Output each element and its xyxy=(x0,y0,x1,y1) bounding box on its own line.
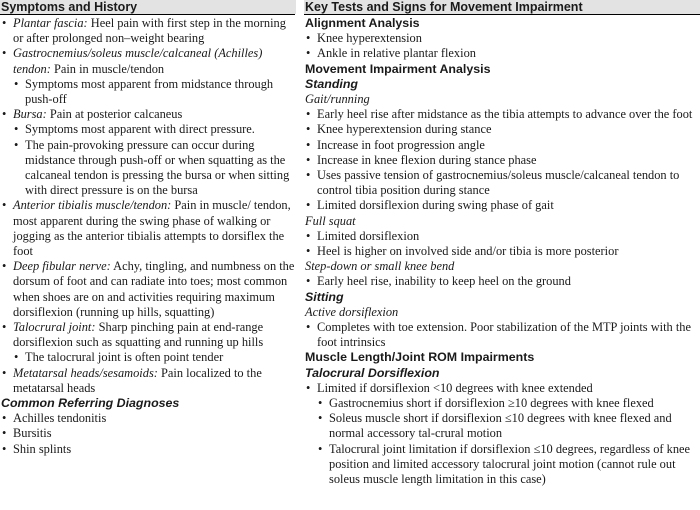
alignment-list xyxy=(305,31,700,61)
squat-item: • Limited dorsiflexion xyxy=(305,229,700,244)
gait-item: • Knee hyperextension during stance xyxy=(305,122,700,137)
referring-diagnosis: • Shin splints xyxy=(1,442,295,457)
talocrural-subitem: • Talocrural joint limitation if dorsiflexion ≤10 degrees, regardless of knee position and limited accessory talocrural joint motion (cannot rule out soleus muscle length limitation in this case) xyxy=(317,442,700,488)
active-dorsiflexion-subheading: Active dorsiflexion xyxy=(305,304,399,319)
symptom-item: • Anterior tibialis muscle/tendon: Pain in muscle/ tendon, most apparent during the swing phase of walking or jogging as the anterior tibialis attempts to dorsiflex the foot xyxy=(1,198,295,259)
gait-item: • Increase in foot progression angle xyxy=(305,138,700,153)
symptom-item: • Metatarsal heads/sesamoids: Pain localized to the metatarsal heads xyxy=(1,366,295,396)
squat-subheading: Full squat xyxy=(305,213,356,228)
alignment-item: • Ankle in relative plantar flexion xyxy=(305,46,700,61)
referring-diagnoses-list xyxy=(1,411,295,457)
active-dorsiflexion-item: • Completes with toe extension. Poor stabilization of the MTP joints with the foot intrinsics xyxy=(305,320,700,350)
symptom-subitem: • The pain-provoking pressure can occur during midstance through push-off or when squatting as the calcaneal tendon is pressing the bursa or when sitting with direct pressure is on the bursa xyxy=(13,138,295,199)
gait-item: • Limited dorsiflexion during swing phase of gait xyxy=(305,198,700,213)
right-column-header: Key Tests and Signs for Movement Impairment xyxy=(304,0,700,14)
symptom-item: • Plantar fascia: Heel pain with first step in the morning or after prolonged non–weight bearing xyxy=(1,16,295,46)
squat-item: • Heel is higher on involved side and/or tibia is more posterior xyxy=(305,244,700,259)
symptom-item: • Talocrural joint: Sharp pinching pain at end-range dorsiflexion such as squatting and running up hills • The talocrural joint is often point tender xyxy=(1,320,295,366)
symptom-subitem: • Symptoms most apparent from midstance through push-off xyxy=(13,77,295,107)
stepdown-item: • Early heel rise, inability to keep heel on the ground xyxy=(305,274,700,289)
stepdown-list xyxy=(305,274,700,289)
gait-item: • Uses passive tension of gastrocnemius/soleus muscle/calcaneal tendon to control tibia position during stance xyxy=(305,168,700,198)
active-dorsiflexion-list xyxy=(305,320,700,350)
squat-list xyxy=(305,229,700,259)
left-column-header: Symptoms and History xyxy=(0,0,296,14)
muscle-length-heading: Muscle Length/Joint ROM Impairments xyxy=(305,350,535,365)
talocrural-list xyxy=(305,381,700,487)
talocrural-item: • Limited if dorsiflexion <10 degrees with knee extended • Gastrocnemius short if dorsiflexion ≥10 degrees with knee flexed • Soleus muscle short if dorsiflexion ≤10 degrees with knee flexed and normal accessory tal-crural motion • Talocrural joint limitation if dorsiflexion ≤10 degrees, regardless of knee position and limited accessory talocrural joint motion (cannot rule out soleus muscle length limitation in this case) xyxy=(305,381,700,487)
referring-diagnosis: • Achilles tendonitis xyxy=(1,411,295,426)
symptom-item: • Deep fibular nerve: Achy, tingling, and numbness on the dorsum of foot and can radiate into toes; most common when shoes are on and activities requiring maximum dorsiflexion (running up hills, squatting) xyxy=(1,259,295,320)
sitting-heading: Sitting xyxy=(305,289,344,304)
symptoms-column xyxy=(1,16,295,457)
talocrural-heading: Talocrural Dorsiflexion xyxy=(305,365,440,380)
gait-item: • Early heel rise after midstance as the tibia attempts to advance over the foot xyxy=(305,107,700,122)
alignment-item: • Knee hyperextension xyxy=(305,31,700,46)
referring-diagnosis: • Bursitis xyxy=(1,426,295,441)
gait-item: • Increase in knee flexion during stance phase xyxy=(305,153,700,168)
symptom-item: • Bursa: Pain at posterior calcaneus • Symptoms most apparent with direct pressure. • The pain-provoking pressure can occur during midstance through push-off or when squatting as the calcaneal tendon is pressing the bursa or when sitting with direct pressure is on the bursa xyxy=(1,107,295,198)
key-tests-column xyxy=(305,16,700,487)
symptom-sublist xyxy=(13,122,295,198)
referring-diagnoses-heading: Common Referring Diagnoses xyxy=(1,396,180,411)
symptom-subitem: • Symptoms most apparent with direct pressure. xyxy=(13,122,295,137)
standing-heading: Standing xyxy=(305,76,358,91)
gait-list xyxy=(305,107,700,213)
talocrural-subitem: • Gastrocnemius short if dorsiflexion ≥10 degrees with knee flexed xyxy=(317,396,700,411)
gait-subheading: Gait/running xyxy=(305,92,370,107)
left-header-rule xyxy=(0,14,295,15)
talocrural-sublist xyxy=(317,396,700,487)
movement-heading: Movement Impairment Analysis xyxy=(305,61,491,76)
stepdown-subheading: Step-down or small knee bend xyxy=(305,259,455,274)
right-header-rule xyxy=(304,14,700,15)
talocrural-subitem: • Soleus muscle short if dorsiflexion ≤10 degrees with knee flexed and normal accessory tal-crural motion xyxy=(317,411,700,441)
symptom-sublist xyxy=(13,77,295,107)
alignment-heading: Alignment Analysis xyxy=(305,16,420,30)
symptom-item: • Gastrocnemius/soleus muscle/calcaneal (Achilles) tendon: Pain in muscle/tendon • Symptoms most apparent from midstance through push-off xyxy=(1,46,295,107)
symptoms-list xyxy=(1,16,295,396)
symptom-subitem: • The talocrural joint is often point tender xyxy=(13,350,295,365)
symptom-sublist xyxy=(13,350,295,365)
